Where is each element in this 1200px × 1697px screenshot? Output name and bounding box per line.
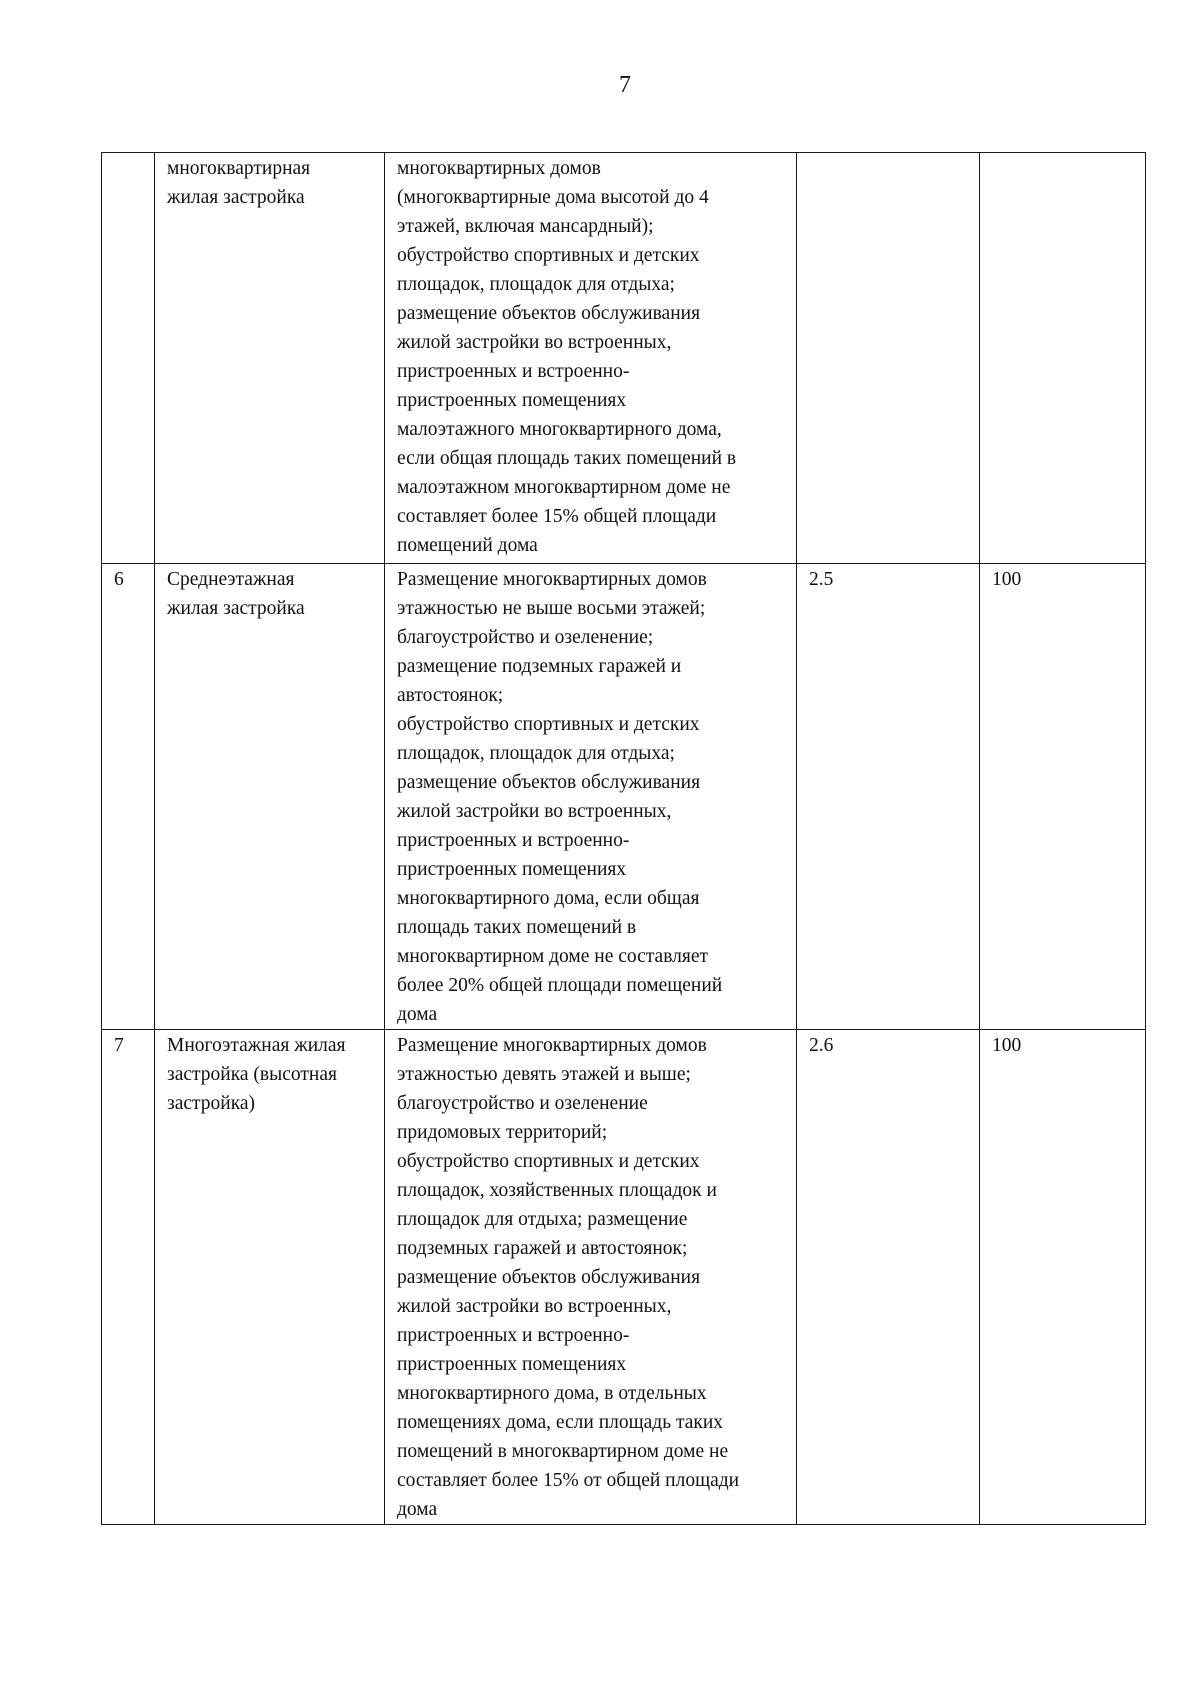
table-row (102, 564, 1146, 1030)
row-number-cell: 6 (102, 564, 155, 1030)
description-line: пристроенных помещениях (397, 390, 627, 411)
table-body (102, 153, 1146, 1525)
description-line: благоустройство и озеленение (397, 1093, 648, 1114)
classifier-code-cell (797, 153, 980, 564)
description-line: жилой застройки во встроенных, (397, 801, 672, 822)
description-line: пристроенных помещениях (397, 859, 627, 880)
description-line: благоустройство и озеленение; (397, 627, 654, 648)
description-line: площадок, хозяйственных площадок и (397, 1180, 717, 1201)
use-type-description-cell (385, 1030, 797, 1525)
zoning-table (101, 152, 1146, 1525)
use-type-name-cell (155, 153, 385, 564)
description-line: размещение объектов обслуживания (397, 1267, 701, 1288)
description-line: жилой застройки во встроенных, (397, 332, 672, 353)
description-line: многоквартирном доме не составляет (397, 946, 709, 967)
description-line: обустройство спортивных и детских (397, 1151, 700, 1172)
description-line: более 20% общей площади помещений (397, 975, 723, 996)
description-line: обустройство спортивных и детских (397, 714, 700, 735)
use-type-description-cell (385, 564, 797, 1030)
description-line: пристроенных и встроенно- (397, 361, 630, 382)
page-number: 7 (619, 72, 631, 98)
use-type-name-line: Многоэтажная жилая (167, 1035, 346, 1056)
description-line: площадок для отдыха; размещение (397, 1209, 688, 1230)
description-line: придомовых территорий; (397, 1122, 608, 1143)
row-number-cell: 7 (102, 1030, 155, 1525)
description-line: составляет более 15% общей площади (397, 506, 717, 527)
percent-cell (980, 153, 1146, 564)
description-line: многоквартирного дома, если общая (397, 888, 700, 909)
percent-cell: 100 (980, 564, 1146, 1030)
description-line: обустройство спортивных и детских (397, 245, 700, 266)
description-line: размещение объектов обслуживания (397, 303, 701, 324)
description-line: размещение объектов обслуживания (397, 772, 701, 793)
description-line: площадок, площадок для отдыха; (397, 743, 675, 764)
table-row (102, 153, 1146, 564)
description-line: этажей, включая мансардный); (397, 216, 654, 237)
description-line: пристроенных и встроенно- (397, 1325, 630, 1346)
description-line: этажностью девять этажей и выше; (397, 1064, 691, 1085)
description-line: площадь таких помещений в (397, 917, 637, 938)
description-line: дома (397, 1004, 438, 1025)
description-line: помещений в многоквартирном доме не (397, 1441, 729, 1462)
description-line: подземных гаражей и автостоянок; (397, 1238, 688, 1259)
description-line: помещений дома (397, 535, 538, 556)
use-type-name-cell (155, 564, 385, 1030)
use-type-description-cell (385, 153, 797, 564)
description-line: Размещение многоквартирных домов (397, 1035, 707, 1056)
use-type-name-line: застройка) (167, 1093, 256, 1114)
description-line: размещение подземных гаражей и (397, 656, 682, 677)
description-line: многоквартирных домов (397, 158, 601, 179)
use-type-name-line: жилая застройка (167, 598, 305, 619)
description-line: пристроенных помещениях (397, 1354, 627, 1375)
use-type-name-line: жилая застройка (167, 187, 305, 208)
use-type-name-line: застройка (высотная (167, 1064, 337, 1085)
use-type-name-line: Среднеэтажная (167, 569, 295, 590)
use-type-name-line: многоквартирная (167, 158, 311, 179)
description-line: автостоянок; (397, 685, 504, 706)
description-line: многоквартирного дома, в отдельных (397, 1383, 707, 1404)
table-row (102, 1030, 1146, 1525)
description-line: если общая площадь таких помещений в (397, 448, 737, 469)
description-line: жилой застройки во встроенных, (397, 1296, 672, 1317)
description-line: малоэтажном многоквартирном доме не (397, 477, 731, 498)
description-line: малоэтажного многоквартирного дома, (397, 419, 722, 440)
description-line: помещениях дома, если площадь таких (397, 1412, 724, 1433)
description-line: дома (397, 1499, 438, 1520)
description-line: Размещение многоквартирных домов (397, 569, 707, 590)
description-line: площадок, площадок для отдыха; (397, 274, 675, 295)
row-number-cell (102, 153, 155, 564)
description-line: составляет более 15% от общей площади (397, 1470, 740, 1491)
use-type-name-cell (155, 1030, 385, 1525)
classifier-code-cell: 2.5 (797, 564, 980, 1030)
percent-cell: 100 (980, 1030, 1146, 1525)
description-line: этажностью не выше восьми этажей; (397, 598, 706, 619)
description-line: пристроенных и встроенно- (397, 830, 630, 851)
classifier-code-cell: 2.6 (797, 1030, 980, 1525)
description-line: (многоквартирные дома высотой до 4 (397, 187, 709, 208)
